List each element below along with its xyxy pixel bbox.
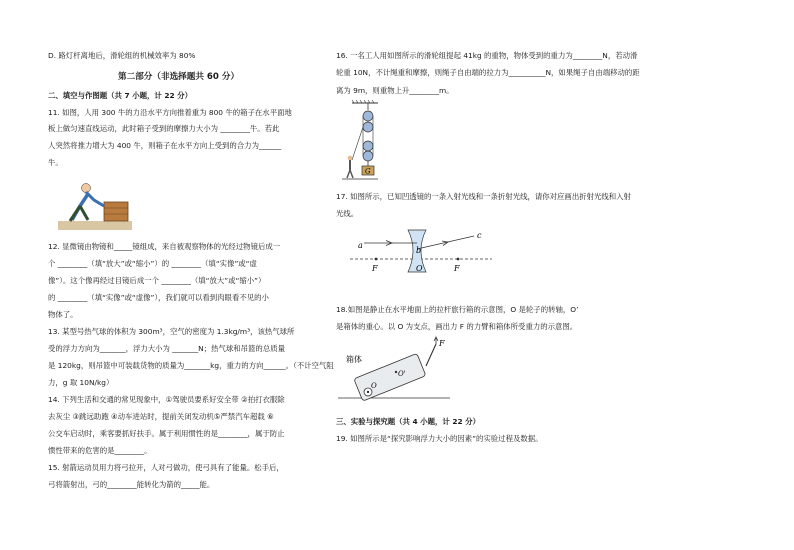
center-of-gravity-label: O' <box>398 370 406 378</box>
q13-line: 13. 某型号热气球的体积为 300m³，空气的密度为 1.3kg/m³，该热气球所 <box>48 327 295 336</box>
force-f-label: F <box>439 339 445 348</box>
concave-lens-figure <box>350 226 492 280</box>
focus-left-label: F <box>372 264 378 273</box>
optical-center-label: O <box>416 264 423 273</box>
q14-line: 14. 下列生活和交通的常见现象中，①驾驶员要系好安全带 ②拍打衣服除 <box>48 395 285 404</box>
pivot-o-label: O <box>371 382 377 390</box>
q16-line: 离为 9m，则重物上升________m。 <box>336 86 454 95</box>
q11-line: 人突然将推力增大为 400 牛，则箱子在水平方向上受到的合力为______ <box>48 141 282 150</box>
q16-line: 轮重 10N，不计绳重和摩擦，则绳子自由端的拉力为__________N，如果绳子自由端移动的距 <box>336 68 640 77</box>
focus-right-label: F <box>454 264 460 273</box>
suitcase-figure <box>338 336 450 402</box>
q18-line: 18.如图是静止在水平地面上的拉杆旅行箱的示意图，O 是轮子的转轴，O’ <box>336 305 579 314</box>
q14-line: 去灰尘 ③跳远助跑 ④动车进站时，提前关闭发动机⑤严禁汽车超载 ⑥ <box>48 412 274 421</box>
part-title: 第二部分（非选择题共 60 分） <box>118 72 240 82</box>
ray-c-label: c <box>477 231 482 240</box>
q12-line: 的 ________（填“实像”或“虚像”），我们就可以看到肉眼看不见的小 <box>48 293 269 302</box>
q11-line: 牛。 <box>48 158 63 167</box>
q11-line: 11. 如图，人用 300 牛的力沿水平方向推着重为 800 牛的箱子在水平面地 <box>48 108 292 117</box>
q12-line: 12. 显微镜由物镜和_____镜组成，来自被观察物体的光经过物镜后成一 <box>48 242 281 251</box>
section-title-experiment: 三、实验与探究题（共 4 小题，计 22 分） <box>336 417 480 426</box>
q15-line: 弓将箭射出，弓的________能转化为箭的_____能。 <box>48 480 215 489</box>
option-d: D. 路灯杆离地后，滑轮组的机械效率为 80% <box>48 51 196 60</box>
q17-line: 光线。 <box>336 209 359 218</box>
q13-line: 是 120kg，则吊篮中可装载货物的质量为_______kg，重力的方向______。（不计空气阻 <box>48 361 334 370</box>
ray-a-label: a <box>358 241 363 250</box>
q12-line: 物体了。 <box>48 310 78 319</box>
q18-line: 是箱体的重心。以 O 为支点，画出力 F 的力臂和箱体所受重力的示意图。 <box>336 322 578 331</box>
q11-line: 板上做匀速直线运动，此时箱子受到的摩擦力大小为 ________牛。若此 <box>48 124 280 133</box>
q17-line: 17. 如图所示，已知凹透镜的一条入射光线和一条折射光线，请你对应画出折射光线和入射 <box>336 192 631 201</box>
q12-line: 个 ________（填“放大”或“缩小”）的 ________（填“实像”或“虚 <box>48 259 257 268</box>
q13-line: 力，g 取 10N/kg） <box>48 378 114 387</box>
weight-label: G <box>365 167 371 176</box>
q16-line: 16. 一名工人用如图所示的滑轮组提起 41kg 的重物，物体受到的重力为________N，若动滑 <box>336 51 638 60</box>
q14-line: 惯性带来的危害的是________。 <box>48 446 152 455</box>
q12-line: 像”）。这个像再经过目镜后成一个 ________（填“放大”或“缩小”） <box>48 276 266 285</box>
q15-line: 15. 射箭运动员用力将弓拉开，人对弓做功，使弓具有了能量。松手后， <box>48 463 284 472</box>
q19-line: 19. 如图所示是“探究影响浮力大小的因素”的实验过程及数据。 <box>336 434 543 443</box>
section-title-fill: 二、填空与作图题（共 7 小题，计 22 分） <box>48 91 192 100</box>
pulley-system-figure <box>338 100 378 182</box>
q14-line: 公交车启动时，乘客要抓好扶手。属于利用惯性的是________，属于防止 <box>48 429 285 438</box>
ray-b-label: b <box>416 246 422 255</box>
q13-line: 受的浮力方向为_______，浮力大小为 _______N；热气球和吊篮的总质量 <box>48 344 285 353</box>
box-label: 箱体 <box>346 355 362 364</box>
person-pushing-box-figure <box>58 176 132 230</box>
